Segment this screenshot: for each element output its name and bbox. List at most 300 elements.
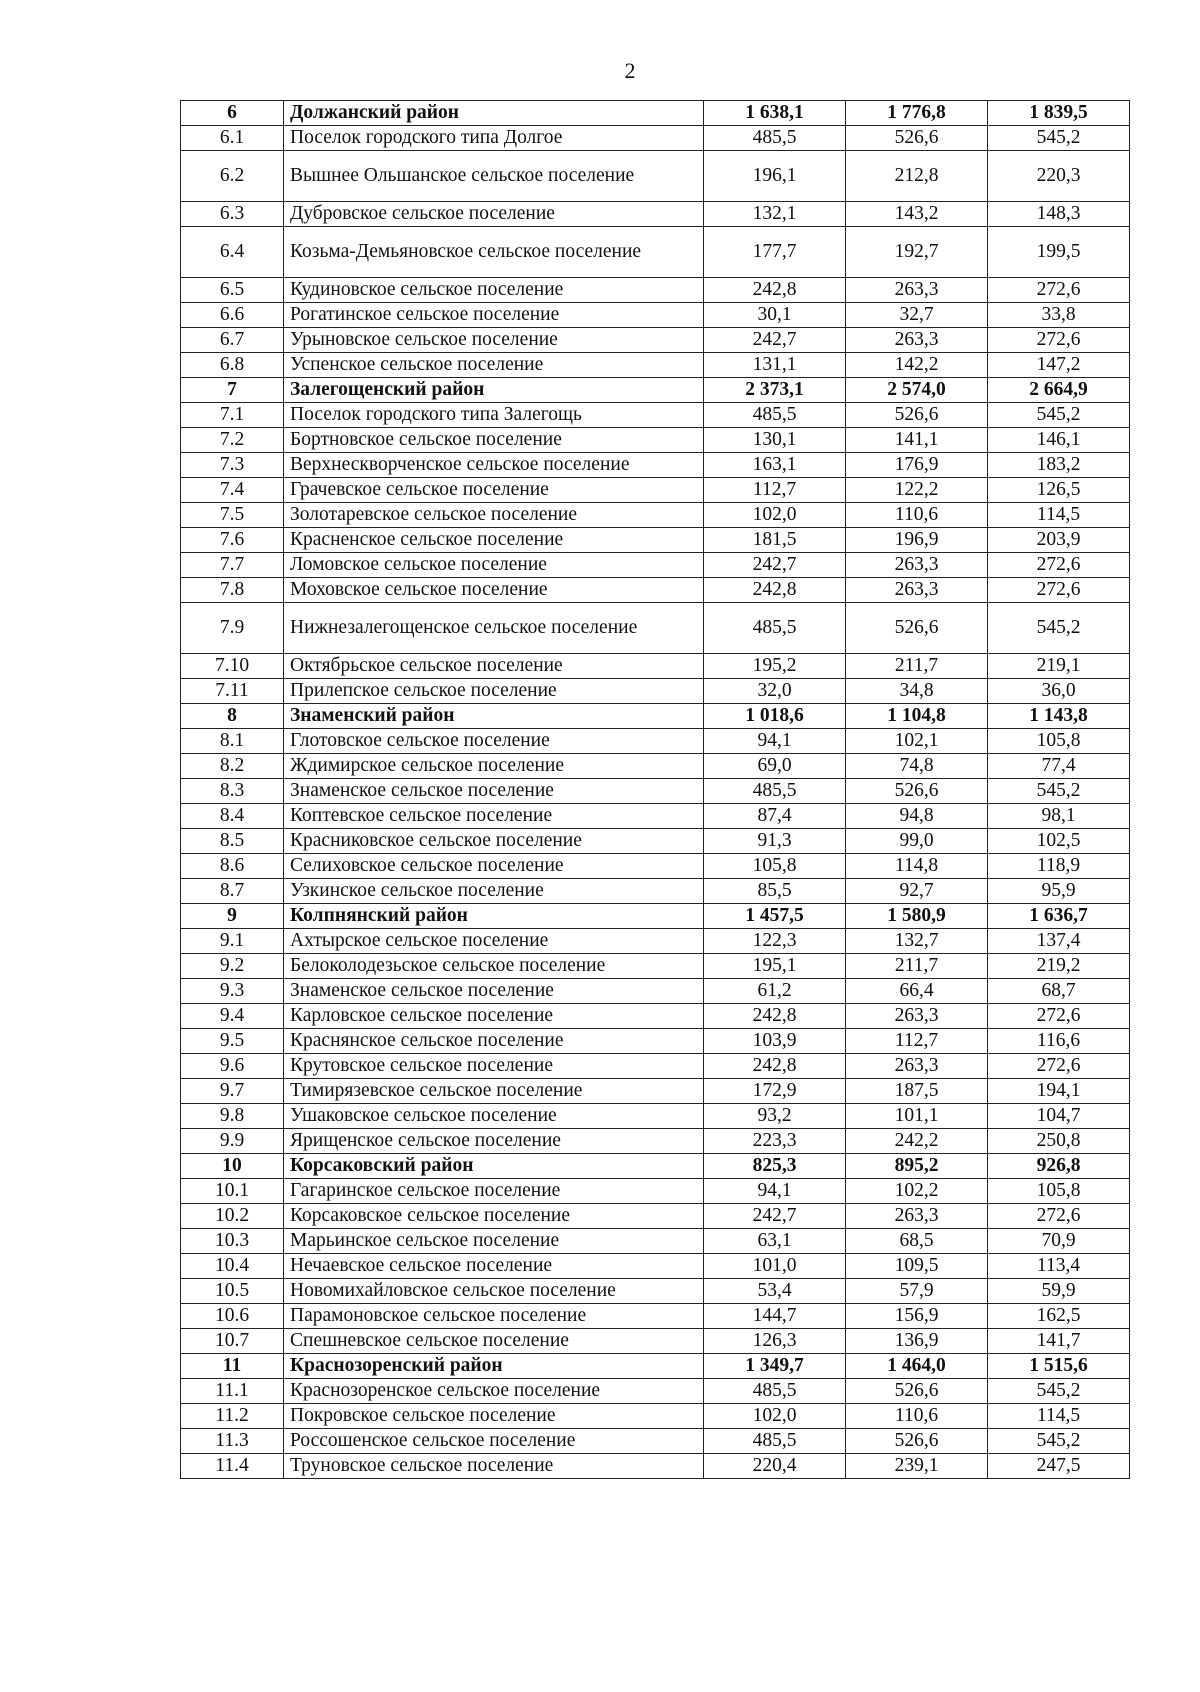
row-number: 9.9 — [181, 1129, 284, 1154]
table-row — [181, 202, 1130, 227]
row-value-2: 132,7 — [846, 929, 988, 954]
district-row — [181, 1154, 1130, 1179]
row-number: 8.6 — [181, 854, 284, 879]
row-number: 9.3 — [181, 979, 284, 1004]
row-name: Знаменское сельское поселение — [284, 779, 704, 804]
row-name: Тимирязевское сельское поселение — [284, 1079, 704, 1104]
row-number: 8.3 — [181, 779, 284, 804]
row-number: 7.10 — [181, 654, 284, 679]
row-number: 7.4 — [181, 478, 284, 503]
row-value-2: 68,5 — [846, 1229, 988, 1254]
row-name: Ярищенское сельское поселение — [284, 1129, 704, 1154]
row-name: Красниковское сельское поселение — [284, 829, 704, 854]
row-value-3: 926,8 — [988, 1154, 1130, 1179]
row-number: 6.4 — [181, 227, 284, 278]
row-name: Колпнянский район — [284, 904, 704, 929]
row-value-3: 137,4 — [988, 929, 1130, 954]
row-number: 7.11 — [181, 679, 284, 704]
row-value-3: 59,9 — [988, 1279, 1130, 1304]
row-value-3: 219,1 — [988, 654, 1130, 679]
row-number: 7.3 — [181, 453, 284, 478]
row-number: 10.5 — [181, 1279, 284, 1304]
row-number: 11.3 — [181, 1429, 284, 1454]
row-name: Должанский район — [284, 101, 704, 126]
table-row — [181, 1279, 1130, 1304]
table-row — [181, 1079, 1130, 1104]
row-value-1: 53,4 — [704, 1279, 846, 1304]
row-value-2: 34,8 — [846, 679, 988, 704]
row-number: 11.2 — [181, 1404, 284, 1429]
row-value-2: 526,6 — [846, 403, 988, 428]
table-row — [181, 403, 1130, 428]
row-value-3: 77,4 — [988, 754, 1130, 779]
row-name: Красненское сельское поселение — [284, 528, 704, 553]
row-value-1: 195,2 — [704, 654, 846, 679]
row-value-3: 148,3 — [988, 202, 1130, 227]
row-value-2: 101,1 — [846, 1104, 988, 1129]
row-value-2: 110,6 — [846, 503, 988, 528]
row-value-3: 141,7 — [988, 1329, 1130, 1354]
row-value-3: 2 664,9 — [988, 378, 1130, 403]
table-row — [181, 227, 1130, 278]
row-name: Урыновское сельское поселение — [284, 328, 704, 353]
row-value-1: 242,7 — [704, 1204, 846, 1229]
row-value-3: 1 515,6 — [988, 1354, 1130, 1379]
row-value-2: 526,6 — [846, 603, 988, 654]
row-number: 9.4 — [181, 1004, 284, 1029]
table-row — [181, 1254, 1130, 1279]
row-number: 9 — [181, 904, 284, 929]
row-value-1: 220,4 — [704, 1454, 846, 1479]
row-number: 8.5 — [181, 829, 284, 854]
table-row — [181, 1429, 1130, 1454]
table-row — [181, 328, 1130, 353]
table-row — [181, 1029, 1130, 1054]
row-value-3: 545,2 — [988, 403, 1130, 428]
row-value-1: 85,5 — [704, 879, 846, 904]
row-value-3: 545,2 — [988, 1429, 1130, 1454]
row-value-2: 526,6 — [846, 1429, 988, 1454]
row-name: Белоколодезьское сельское поселение — [284, 954, 704, 979]
row-value-2: 109,5 — [846, 1254, 988, 1279]
row-value-1: 32,0 — [704, 679, 846, 704]
row-value-1: 1 457,5 — [704, 904, 846, 929]
row-name: Дубровское сельское поселение — [284, 202, 704, 227]
row-value-1: 825,3 — [704, 1154, 846, 1179]
row-name: Коптевское сельское поселение — [284, 804, 704, 829]
table-row — [181, 478, 1130, 503]
row-value-3: 162,5 — [988, 1304, 1130, 1329]
row-number: 6 — [181, 101, 284, 126]
row-value-3: 272,6 — [988, 578, 1130, 603]
row-value-2: 2 574,0 — [846, 378, 988, 403]
row-value-2: 99,0 — [846, 829, 988, 854]
settlements-table — [180, 100, 1130, 1479]
row-value-1: 130,1 — [704, 428, 846, 453]
row-number: 8.2 — [181, 754, 284, 779]
row-value-2: 94,8 — [846, 804, 988, 829]
table-row — [181, 1129, 1130, 1154]
row-number: 10.3 — [181, 1229, 284, 1254]
table-row — [181, 503, 1130, 528]
row-value-3: 545,2 — [988, 1379, 1130, 1404]
row-value-2: 176,9 — [846, 453, 988, 478]
row-value-1: 196,1 — [704, 151, 846, 202]
row-value-1: 181,5 — [704, 528, 846, 553]
table-row — [181, 929, 1130, 954]
row-value-1: 242,8 — [704, 1054, 846, 1079]
row-value-1: 2 373,1 — [704, 378, 846, 403]
table-row — [181, 303, 1130, 328]
table-row — [181, 428, 1130, 453]
row-value-2: 192,7 — [846, 227, 988, 278]
row-value-2: 122,2 — [846, 478, 988, 503]
row-value-3: 1 636,7 — [988, 904, 1130, 929]
page-number: 2 — [624, 58, 636, 83]
row-value-2: 1 580,9 — [846, 904, 988, 929]
row-value-2: 526,6 — [846, 126, 988, 151]
row-value-1: 242,8 — [704, 278, 846, 303]
row-value-2: 92,7 — [846, 879, 988, 904]
row-name: Знаменское сельское поселение — [284, 979, 704, 1004]
row-name: Селиховское сельское поселение — [284, 854, 704, 879]
table-row — [181, 1004, 1130, 1029]
row-value-1: 1 349,7 — [704, 1354, 846, 1379]
row-name: Ушаковское сельское поселение — [284, 1104, 704, 1129]
row-number: 7 — [181, 378, 284, 403]
row-value-3: 126,5 — [988, 478, 1130, 503]
table-row — [181, 779, 1130, 804]
row-name: Октябрьское сельское поселение — [284, 654, 704, 679]
row-name: Корсаковский район — [284, 1154, 704, 1179]
row-number: 6.2 — [181, 151, 284, 202]
row-value-3: 102,5 — [988, 829, 1130, 854]
row-value-2: 263,3 — [846, 278, 988, 303]
row-number: 7.8 — [181, 578, 284, 603]
row-number: 6.7 — [181, 328, 284, 353]
row-number: 9.8 — [181, 1104, 284, 1129]
row-value-1: 63,1 — [704, 1229, 846, 1254]
table-row — [181, 1329, 1130, 1354]
row-value-1: 126,3 — [704, 1329, 846, 1354]
row-number: 9.2 — [181, 954, 284, 979]
table-row — [181, 754, 1130, 779]
row-value-1: 102,0 — [704, 1404, 846, 1429]
row-value-3: 272,6 — [988, 1004, 1130, 1029]
row-value-2: 1 104,8 — [846, 704, 988, 729]
row-value-2: 66,4 — [846, 979, 988, 1004]
row-number: 10.7 — [181, 1329, 284, 1354]
row-value-2: 526,6 — [846, 1379, 988, 1404]
row-value-2: 57,9 — [846, 1279, 988, 1304]
table-row — [181, 353, 1130, 378]
row-name: Крутовское сельское поселение — [284, 1054, 704, 1079]
row-name: Марьинское сельское поселение — [284, 1229, 704, 1254]
row-value-1: 91,3 — [704, 829, 846, 854]
row-value-1: 223,3 — [704, 1129, 846, 1154]
row-number: 8.4 — [181, 804, 284, 829]
row-value-2: 1 464,0 — [846, 1354, 988, 1379]
row-name: Кудиновское сельское поселение — [284, 278, 704, 303]
row-value-1: 242,8 — [704, 578, 846, 603]
row-value-1: 94,1 — [704, 1179, 846, 1204]
row-value-3: 199,5 — [988, 227, 1130, 278]
row-name: Краснянское сельское поселение — [284, 1029, 704, 1054]
row-number: 8.7 — [181, 879, 284, 904]
row-value-2: 142,2 — [846, 353, 988, 378]
row-name: Вышнее Ольшанское сельское поселение — [284, 151, 704, 202]
table-row — [181, 1454, 1130, 1479]
row-value-1: 485,5 — [704, 1429, 846, 1454]
table-row — [181, 528, 1130, 553]
row-value-1: 144,7 — [704, 1304, 846, 1329]
district-row — [181, 704, 1130, 729]
row-value-2: 242,2 — [846, 1129, 988, 1154]
row-number: 7.2 — [181, 428, 284, 453]
table-row — [181, 979, 1130, 1004]
row-name: Карловское сельское поселение — [284, 1004, 704, 1029]
row-value-2: 526,6 — [846, 779, 988, 804]
row-name: Россошенское сельское поселение — [284, 1429, 704, 1454]
row-name: Краснозоренское сельское поселение — [284, 1379, 704, 1404]
row-value-2: 263,3 — [846, 553, 988, 578]
row-name: Поселок городского типа Долгое — [284, 126, 704, 151]
row-value-1: 172,9 — [704, 1079, 846, 1104]
row-name: Моховское сельское поселение — [284, 578, 704, 603]
table-row — [181, 453, 1130, 478]
row-value-3: 98,1 — [988, 804, 1130, 829]
row-value-2: 32,7 — [846, 303, 988, 328]
table-row — [181, 578, 1130, 603]
row-value-2: 196,9 — [846, 528, 988, 553]
table-row — [181, 1229, 1130, 1254]
row-number: 7.7 — [181, 553, 284, 578]
row-number: 11 — [181, 1354, 284, 1379]
row-number: 9.5 — [181, 1029, 284, 1054]
row-number: 11.4 — [181, 1454, 284, 1479]
row-value-2: 263,3 — [846, 1054, 988, 1079]
row-number: 8 — [181, 704, 284, 729]
district-row — [181, 1354, 1130, 1379]
row-number: 7.9 — [181, 603, 284, 654]
row-value-1: 242,7 — [704, 553, 846, 578]
row-name: Нижнезалегощенское сельское поселение — [284, 603, 704, 654]
table-row — [181, 804, 1130, 829]
row-number: 7.1 — [181, 403, 284, 428]
row-value-3: 194,1 — [988, 1079, 1130, 1104]
row-value-1: 112,7 — [704, 478, 846, 503]
row-value-1: 122,3 — [704, 929, 846, 954]
row-name: Бортновское сельское поселение — [284, 428, 704, 453]
row-value-2: 102,1 — [846, 729, 988, 754]
row-name: Покровское сельское поселение — [284, 1404, 704, 1429]
row-number: 9.1 — [181, 929, 284, 954]
row-name: Ждимирское сельское поселение — [284, 754, 704, 779]
table-row — [181, 1404, 1130, 1429]
row-value-1: 485,5 — [704, 1379, 846, 1404]
row-number: 6.5 — [181, 278, 284, 303]
row-value-3: 113,4 — [988, 1254, 1130, 1279]
district-row — [181, 378, 1130, 403]
row-value-2: 239,1 — [846, 1454, 988, 1479]
row-value-2: 114,8 — [846, 854, 988, 879]
row-value-3: 104,7 — [988, 1104, 1130, 1129]
table-row — [181, 603, 1130, 654]
row-name: Глотовское сельское поселение — [284, 729, 704, 754]
row-name: Грачевское сельское поселение — [284, 478, 704, 503]
row-value-3: 36,0 — [988, 679, 1130, 704]
row-name: Новомихайловское сельское поселение — [284, 1279, 704, 1304]
row-number: 6.1 — [181, 126, 284, 151]
row-number: 10 — [181, 1154, 284, 1179]
row-value-3: 33,8 — [988, 303, 1130, 328]
row-name: Парамоновское сельское поселение — [284, 1304, 704, 1329]
row-value-1: 485,5 — [704, 779, 846, 804]
row-value-3: 70,9 — [988, 1229, 1130, 1254]
row-value-1: 102,0 — [704, 503, 846, 528]
row-value-3: 545,2 — [988, 126, 1130, 151]
row-number: 6.3 — [181, 202, 284, 227]
row-value-3: 1 839,5 — [988, 101, 1130, 126]
table-row — [181, 1104, 1130, 1129]
row-value-1: 131,1 — [704, 353, 846, 378]
table-row — [181, 654, 1130, 679]
row-value-3: 203,9 — [988, 528, 1130, 553]
row-value-2: 102,2 — [846, 1179, 988, 1204]
row-value-2: 141,1 — [846, 428, 988, 453]
row-number: 11.1 — [181, 1379, 284, 1404]
row-value-2: 263,3 — [846, 1204, 988, 1229]
row-value-3: 272,6 — [988, 553, 1130, 578]
row-number: 6.6 — [181, 303, 284, 328]
row-number: 8.1 — [181, 729, 284, 754]
row-number: 7.5 — [181, 503, 284, 528]
table-row — [181, 278, 1130, 303]
table-row — [181, 729, 1130, 754]
row-value-1: 242,7 — [704, 328, 846, 353]
row-value-1: 61,2 — [704, 979, 846, 1004]
row-name: Узкинское сельское поселение — [284, 879, 704, 904]
row-value-1: 1 638,1 — [704, 101, 846, 126]
row-number: 10.2 — [181, 1204, 284, 1229]
row-value-2: 110,6 — [846, 1404, 988, 1429]
row-name: Корсаковское сельское поселение — [284, 1204, 704, 1229]
row-value-1: 103,9 — [704, 1029, 846, 1054]
row-value-3: 272,6 — [988, 1204, 1130, 1229]
row-value-3: 114,5 — [988, 1404, 1130, 1429]
row-name: Ахтырское сельское поселение — [284, 929, 704, 954]
row-value-1: 94,1 — [704, 729, 846, 754]
row-name: Краснозоренский район — [284, 1354, 704, 1379]
row-name: Спешневское сельское поселение — [284, 1329, 704, 1354]
table-body — [181, 101, 1130, 1479]
row-number: 10.1 — [181, 1179, 284, 1204]
row-value-2: 1 776,8 — [846, 101, 988, 126]
row-value-3: 220,3 — [988, 151, 1130, 202]
row-value-3: 146,1 — [988, 428, 1130, 453]
row-value-3: 272,6 — [988, 278, 1130, 303]
row-value-3: 272,6 — [988, 328, 1130, 353]
row-number: 10.4 — [181, 1254, 284, 1279]
table-row — [181, 879, 1130, 904]
row-number: 9.7 — [181, 1079, 284, 1104]
row-value-2: 156,9 — [846, 1304, 988, 1329]
row-name: Ломовское сельское поселение — [284, 553, 704, 578]
row-value-2: 263,3 — [846, 328, 988, 353]
row-number: 7.6 — [181, 528, 284, 553]
row-name: Нечаевское сельское поселение — [284, 1254, 704, 1279]
row-value-2: 211,7 — [846, 654, 988, 679]
row-value-1: 132,1 — [704, 202, 846, 227]
row-value-3: 1 143,8 — [988, 704, 1130, 729]
row-number: 6.8 — [181, 353, 284, 378]
row-value-2: 263,3 — [846, 578, 988, 603]
row-value-1: 105,8 — [704, 854, 846, 879]
row-value-1: 485,5 — [704, 403, 846, 428]
row-value-3: 68,7 — [988, 979, 1130, 1004]
row-name: Прилепское сельское поселение — [284, 679, 704, 704]
row-value-1: 163,1 — [704, 453, 846, 478]
row-name: Гагаринское сельское поселение — [284, 1179, 704, 1204]
row-value-2: 112,7 — [846, 1029, 988, 1054]
row-value-3: 118,9 — [988, 854, 1130, 879]
row-value-3: 250,8 — [988, 1129, 1130, 1154]
row-name: Знаменский район — [284, 704, 704, 729]
row-value-2: 74,8 — [846, 754, 988, 779]
row-value-1: 177,7 — [704, 227, 846, 278]
row-number: 10.6 — [181, 1304, 284, 1329]
table-row — [181, 1204, 1130, 1229]
row-value-3: 95,9 — [988, 879, 1130, 904]
row-value-2: 212,8 — [846, 151, 988, 202]
table-row — [181, 1179, 1130, 1204]
row-value-1: 242,8 — [704, 1004, 846, 1029]
row-value-2: 143,2 — [846, 202, 988, 227]
table-row — [181, 829, 1130, 854]
row-value-2: 136,9 — [846, 1329, 988, 1354]
table-row — [181, 126, 1130, 151]
row-name: Поселок городского типа Залегощь — [284, 403, 704, 428]
row-name: Козьма-Демьяновское сельское поселение — [284, 227, 704, 278]
table-row — [181, 151, 1130, 202]
row-value-1: 69,0 — [704, 754, 846, 779]
table-row — [181, 553, 1130, 578]
row-value-3: 114,5 — [988, 503, 1130, 528]
row-number: 9.6 — [181, 1054, 284, 1079]
row-value-2: 187,5 — [846, 1079, 988, 1104]
district-row — [181, 904, 1130, 929]
table-row — [181, 954, 1130, 979]
row-value-3: 545,2 — [988, 603, 1130, 654]
row-value-2: 211,7 — [846, 954, 988, 979]
row-value-2: 895,2 — [846, 1154, 988, 1179]
row-value-3: 116,6 — [988, 1029, 1130, 1054]
row-name: Залегощенский район — [284, 378, 704, 403]
row-value-1: 93,2 — [704, 1104, 846, 1129]
row-value-3: 147,2 — [988, 353, 1130, 378]
row-value-3: 247,5 — [988, 1454, 1130, 1479]
row-name: Успенское сельское поселение — [284, 353, 704, 378]
row-value-3: 545,2 — [988, 779, 1130, 804]
row-name: Золотаревское сельское поселение — [284, 503, 704, 528]
row-value-2: 263,3 — [846, 1004, 988, 1029]
row-value-1: 1 018,6 — [704, 704, 846, 729]
row-name: Рогатинское сельское поселение — [284, 303, 704, 328]
row-value-3: 105,8 — [988, 1179, 1130, 1204]
row-value-3: 105,8 — [988, 729, 1130, 754]
row-name: Верхнескворченское сельское поселение — [284, 453, 704, 478]
row-value-1: 195,1 — [704, 954, 846, 979]
